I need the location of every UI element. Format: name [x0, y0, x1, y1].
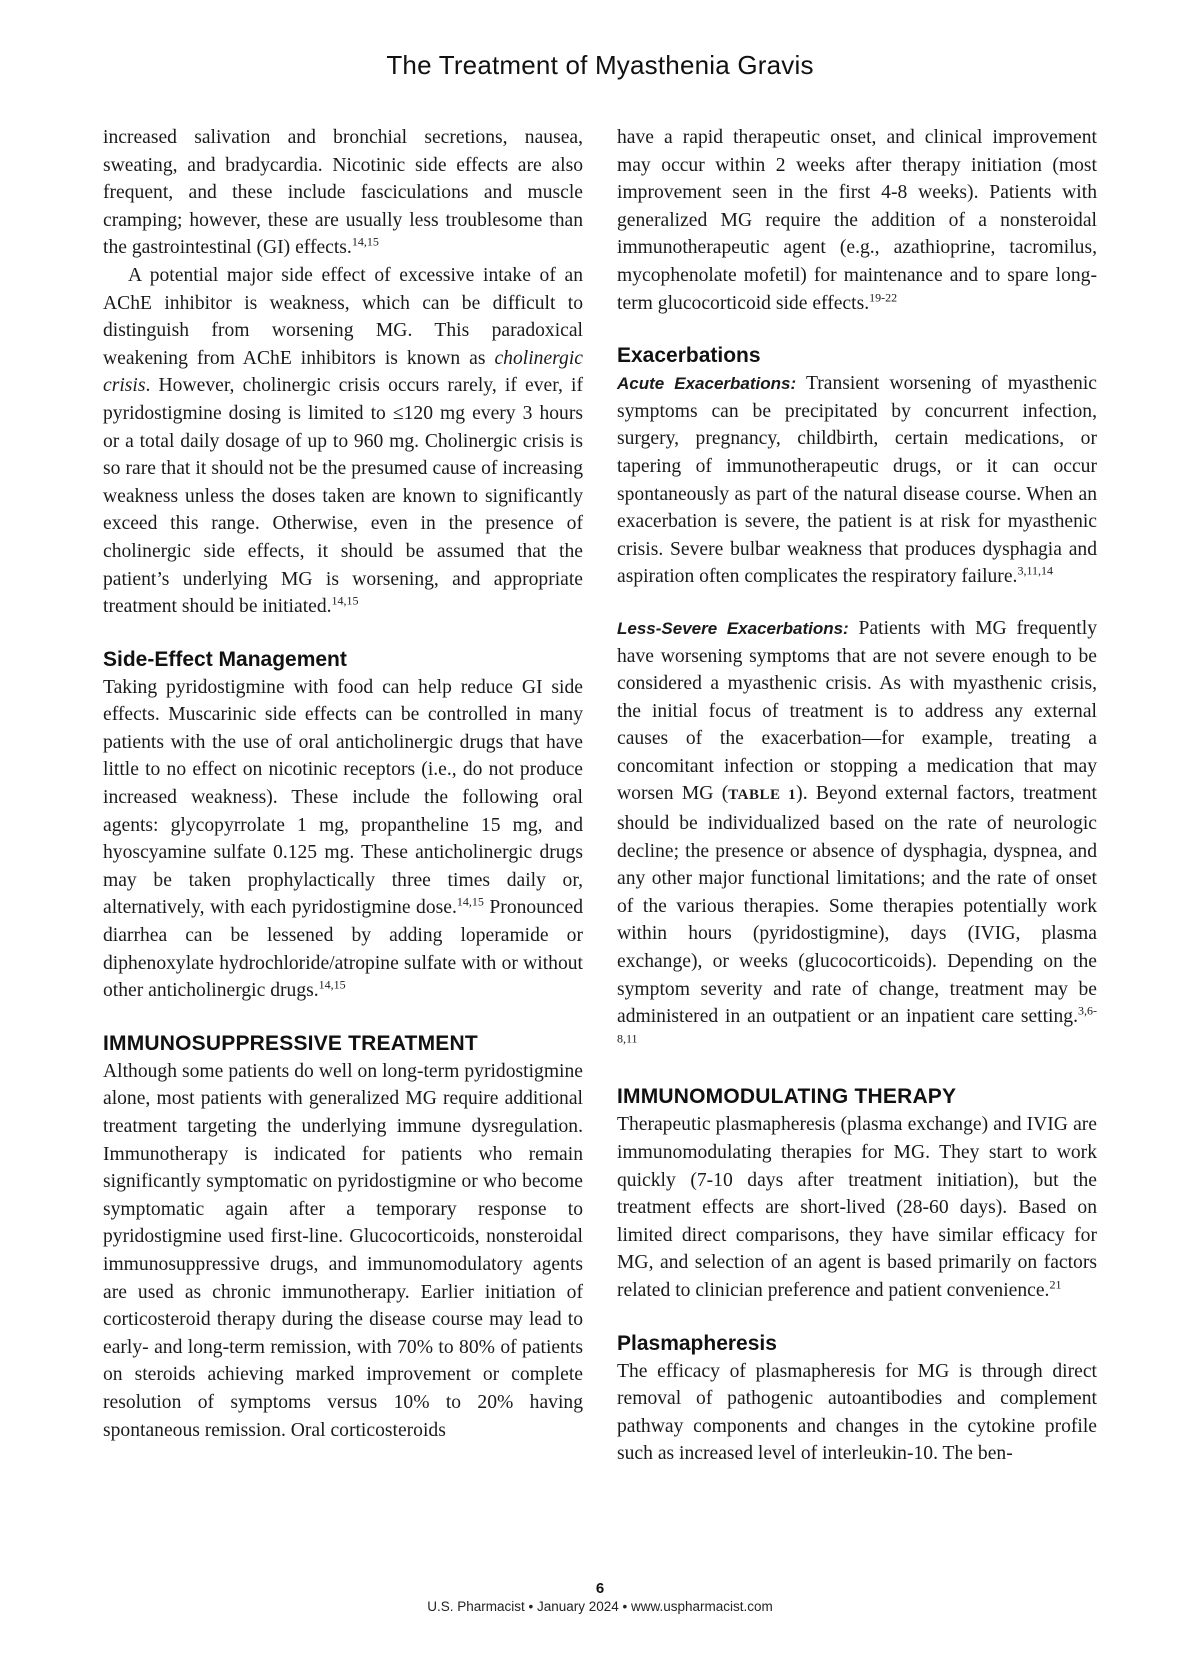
citation: 3,11,14 [1017, 563, 1053, 578]
citation: 14,15 [456, 894, 484, 909]
heading-plasmapheresis: Plasmapheresis [617, 1331, 777, 1355]
runin-less-severe-exacerbations: Less-Severe Exacerbations: [617, 618, 849, 638]
page-title: The Treatment of Myasthenia Gravis [386, 50, 814, 80]
heading-exacerbations: Exacerbations [617, 344, 761, 368]
footer-publication: U.S. Pharmacist • January 2024 • www.uspharmacist.com [427, 1599, 773, 1614]
citation: 14,15 [351, 234, 379, 249]
heading-side-effect-management: Side-Effect Management [103, 647, 347, 671]
paragraph-immunosuppressive: Although some patients do well on long-term pyridostigmine alone, most patients with generalized MG require additional treatment targeting the underlying immune dysregulation. Immunotherapy is indicated for patients who remain significantly symptomatic on pyridostigmine or who become symptomatic again after a temporary response to pyridostigmine used first-line. Glucocorticoids, nonsteroidal immunosuppressive drugs, and immunomodulatory agents are used as chronic immunotherapy. Earlier initiation of corticosteroid therapy during the disease course may lead to early- and long-term remission, with 70% to 80% of patients on steroids achieving marked improvement or complete resolution of symptoms versus 10% to 20% having spontaneous remission. Oral corticosteroids [103, 1060, 583, 1441]
citation: 14,15 [318, 977, 346, 992]
paragraph-corticosteroids: have a rapid therapeutic onset, and clinical improvement may occur within 2 weeks after therapy initiation (most improvement seen in the first 4-8 weeks). Patients with generalized MG require the addition of a nonsteroidal immunotherapeutic agent (e.g., azathioprine, tacromilus, mycophenolate mofetil) for maintenance and to spare long-term glucocorticoid side effects.$^{19-22}$ [617, 127, 1097, 314]
heading-immunosuppressive-treatment: IMMUNOSUPPRESSIVE TREATMENT [103, 1031, 478, 1055]
paragraph-side-effect-management: Taking pyridostigmine with food can help reduce GI side effects. Muscarinic side effects can be controlled in many patients with the use of oral anticholinergic drugs that have little to no effect on nicotinic receptors (i.e., do not produce increased weakness). These include the following oral agents: glycopyrrolate 1 mg, propantheline 15 mg, and hyoscyamine sulfate 0.125 mg. These anticholinergic drugs may be taken prophylactically three times daily or, alternatively, with each pyridostigmine dose.$^{14,15}$ Pronounced diarrhea can be lessened by adding loperamide or diphenoxylate hydrochloride/atropine sulfate with or without other anticholinergic drugs.$^{14,15}$ [103, 676, 583, 1002]
left-column [103, 124, 583, 1444]
citation: 21 [1049, 1277, 1062, 1292]
page-number: 6 [595, 1580, 605, 1597]
runin-acute-exacerbations: Acute Exacerbations: [617, 374, 797, 394]
paragraph-cholinergic-crisis: A potential major side effect of excessive intake of an AChE inhibitor is weakness, which can be difficult to distinguish from worsening MG. This paradoxical weakening from AChE inhibitors is known as cholinergic crisis. However, cholinergic crisis occurs rarely, if ever, if pyridostigmine dosing is limited to ≤120 mg every 3 hours or a total daily dosage of up to 960 mg. Cholinergic crisis is so rare that it should not be the presumed cause of increasing weakness unless the doses taken are known to significantly exceed this range. Otherwise, even in the presence of cholinergic side effects, it should be assumed that the patient’s underlying MG is worsening, and appropriate treatment should be initiated.$^{14,15}$ [103, 264, 583, 618]
paragraph-acute-exacerbations: Acute Exacerbations: Transient worsening of myasthenic symptoms can be precipitated by concurrent infection, surgery, pregnancy, childbirth, certain medications, or tapering of immunotherapeutic drugs, or it can occur spontaneously as part of the natural disease course. When an exacerbation is severe, the patient is at risk for myasthenic crisis. Severe bulbar weakness that produces dysphagia and aspiration often complicates the respiratory failure.$^{3,11,14}$ [617, 373, 1097, 588]
paragraph-side-effects: increased salivation and bronchial secretions, nausea, sweating, and bradycardia. Nicotinic side effects are also frequent, and these include fasciculations and muscle cramping; however, these are usually less troublesome than the gastrointestinal (GI) effects.$^{14,15}$ [103, 127, 583, 259]
paragraph-less-severe-exacerbations: Less-Severe Exacerbations: Patients with MG frequently have worsening symptoms that are not severe enough to be considered a myasthenic crisis. As with myasthenic crisis, the initial focus of treatment is to address any external causes of the exacerbation—for example, treating a concomitant infection or stopping a medication that may worsen MG (TABLE 1). Beyond external factors, treatment should be individualized based on the rate of neurologic decline; the presence or absence of dysphagia, dyspnea, and any other major functional limitations; and the rate of onset of the various therapies. Some therapies potentially work within hours (pyridostigmine), days (IVIG, plasma exchange), or weeks (glucocorticoids). Depending on the symptom severity and rate of change, treatment may be administered in an outpatient or an inpatient care setting.$^{3,6-8,11}$ [617, 617, 1098, 1046]
spacer [617, 591, 1097, 615]
citation: 14,15 [331, 593, 359, 608]
heading-immunomodulating-therapy: IMMUNOMODULATING THERAPY [617, 1085, 957, 1109]
paragraph-immunomodulating: Therapeutic plasmapheresis (plasma exchange) and IVIG are immunomodulating therapies for MG. They start to work quickly (7-10 days after treatment initiation), but the treatment effects are short-lived (28-60 days). Based on limited direct comparisons, they have similar efficacy for MG, and selection of an agent is based primarily on factors related to clinician preference and patient convenience.$^{21}$ [617, 1114, 1097, 1301]
citation: 19-22 [869, 290, 898, 305]
right-column [617, 124, 1097, 1468]
paragraph-plasmapheresis: The efficacy of plasmapheresis for MG is through direct removal of pathogenic autoantibodies and complement pathway components and changes in the cytokine profile such as increased level of interleukin-10. The ben- [617, 1360, 1097, 1465]
citation: 3,6-8,11 [617, 1003, 1097, 1046]
table-reference: TABLE 1 [728, 787, 797, 804]
